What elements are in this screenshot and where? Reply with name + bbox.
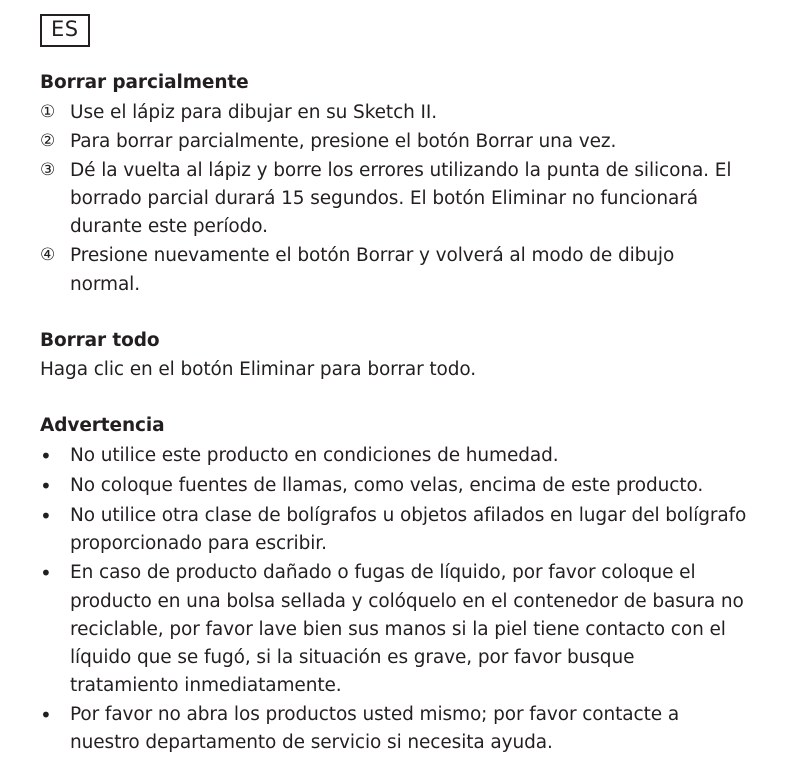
list-item	[40, 701, 748, 757]
list-item	[40, 99, 748, 127]
list-item	[40, 472, 748, 501]
spacer	[40, 317, 748, 327]
section-borrar-todo	[40, 327, 748, 385]
bullet-icon: •	[40, 702, 52, 727]
list-marker: ④	[40, 245, 56, 266]
section-paragraph: Haga clic en el botón Eliminar para borrar todo.	[40, 359, 477, 381]
list-item-text: Use el lápiz para dibujar en su Sketch II.	[70, 101, 438, 123]
bullet-icon: •	[40, 474, 52, 499]
section-heading: Borrar todo	[40, 329, 160, 351]
list-item	[40, 502, 748, 558]
list-item	[40, 128, 748, 156]
spacer	[40, 402, 748, 412]
list-item-text: No utilice otra clase de bolígrafos u objetos afilados en lugar del bolígrafo proporcionado para escribir.	[70, 505, 747, 555]
section-borrar-parcialmente	[40, 69, 748, 299]
list-item-text: Dé la vuelta al lápiz y borre los errores utilizando la punta de silicona. El borrado parcial durará 15 segundos. El botón Eliminar no funcionará durante este período.	[70, 160, 732, 238]
list-marker: ①	[40, 101, 56, 122]
list-item-text: No coloque fuentes de llamas, como velas, encima de este producto.	[70, 475, 704, 497]
list-item-text: No utilice este producto en condiciones de humedad.	[70, 445, 559, 467]
section-heading: Advertencia	[40, 415, 165, 437]
list-item-text: Para borrar parcialmente, presione el botón Borrar una vez.	[70, 130, 617, 152]
list-item-text: Presione nuevamente el botón Borrar y volverá al modo de dibujo normal.	[70, 245, 675, 295]
list-marker: ③	[40, 160, 56, 181]
numbered-list	[40, 99, 748, 299]
bullet-icon: •	[40, 504, 52, 529]
section-heading: Borrar parcialmente	[40, 72, 249, 94]
list-item-text: Por favor no abra los productos usted mismo; por favor contacte a nuestro departamento de servicio si necesita ayuda.	[70, 703, 680, 754]
list-item	[40, 559, 748, 700]
bullet-icon: •	[40, 444, 52, 469]
bullet-icon: •	[40, 561, 52, 586]
list-item	[40, 442, 748, 471]
list-item	[40, 157, 748, 241]
list-item-text: En caso de producto dañado o fugas de líquido, por favor coloque el producto en una bolsa sellada y colóquelo en el contenedor de basura no reciclable, por favor lave bien sus manos si la piel tiene contacto con el líquido que se fugó, si la situación es grave, por favor busque tratamiento inmediatamente.	[70, 562, 744, 696]
section-advertencia	[40, 412, 748, 757]
language-badge: ES	[40, 14, 90, 47]
bullet-list	[40, 442, 748, 757]
list-marker: ②	[40, 130, 56, 151]
list-item	[40, 242, 748, 298]
